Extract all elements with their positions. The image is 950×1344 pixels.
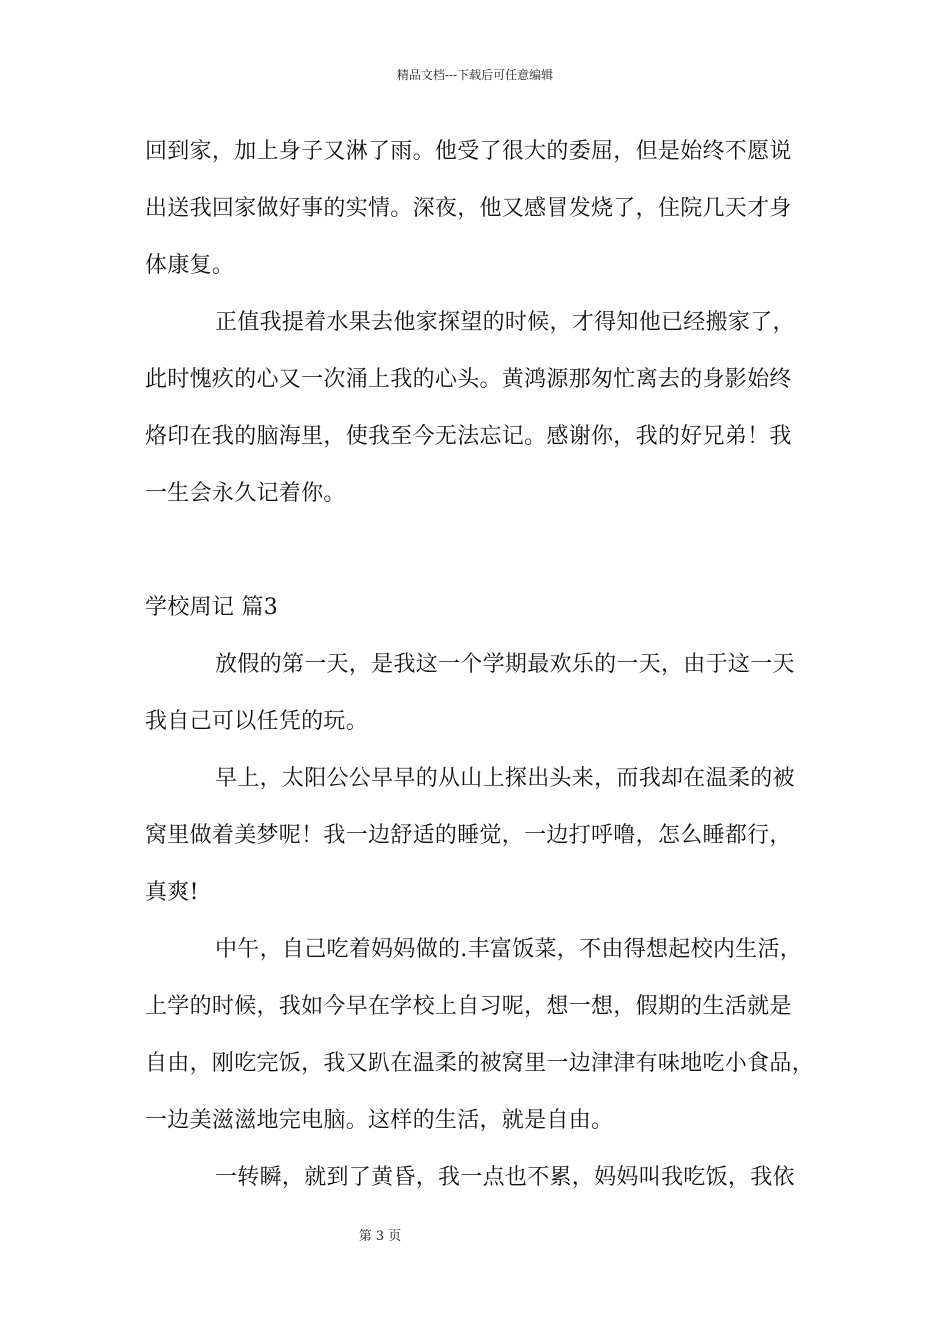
section-gap: [145, 529, 815, 586]
section-heading: 学校周记 篇3: [145, 595, 279, 620]
body-line: 真爽!: [145, 880, 199, 905]
body-line: 中午，自己吃着妈妈做的.丰富饭菜，不由得想起校内生活，: [215, 937, 803, 962]
body-line: 早上，太阳公公早早的从山上探出头来，而我却在温柔的被: [215, 766, 795, 791]
page-number: 第 3 页: [358, 1229, 402, 1244]
body-line: 此时愧疚的心又一次涌上我的心头。黄鸿源那匆忙离去的身影始终: [145, 367, 792, 392]
body-line: 烙印在我的脑海里，使我至今无法忘记。感谢你，我的好兄弟！我: [145, 424, 792, 449]
body-line: 自由，刚吃完饭，我又趴在温柔的被窝里一边津津有味地吃小食品，: [145, 1051, 815, 1076]
body-line: 正值我提着水果去他家探望的时候，才得知他已经搬家了，: [215, 310, 795, 335]
body-line: 放假的第一天，是我这一个学期最欢乐的一天，由于这一天: [215, 652, 795, 677]
body-line: 出送我回家做好事的实情。深夜，他又感冒发烧了，住院几天才身: [145, 196, 792, 221]
page-header: 精品文档---下载后可任意编辑: [396, 68, 554, 82]
body-line: 一转瞬，就到了黄昏，我一点也不累，妈妈叫我吃饭，我依: [215, 1165, 795, 1190]
body-line: 回到家，加上身子又淋了雨。他受了很大的委屈，但是始终不愿说: [145, 139, 792, 164]
body-line: 窝里做着美梦呢！我一边舒适的睡觉，一边打呼噜，怎么睡都行，: [145, 823, 792, 848]
body-line: 一边美滋滋地完电脑。这样的生活，就是自由。: [145, 1108, 614, 1133]
document-body: [145, 130, 815, 1213]
body-line: 一生会永久记着你。: [145, 481, 346, 506]
body-line: 体康复。: [145, 253, 235, 278]
body-line: 我自己可以任凭的玩。: [145, 709, 369, 734]
body-line: 上学的时候，我如今早在学校上自习呢，想一想，假期的生活就是: [145, 994, 792, 1019]
